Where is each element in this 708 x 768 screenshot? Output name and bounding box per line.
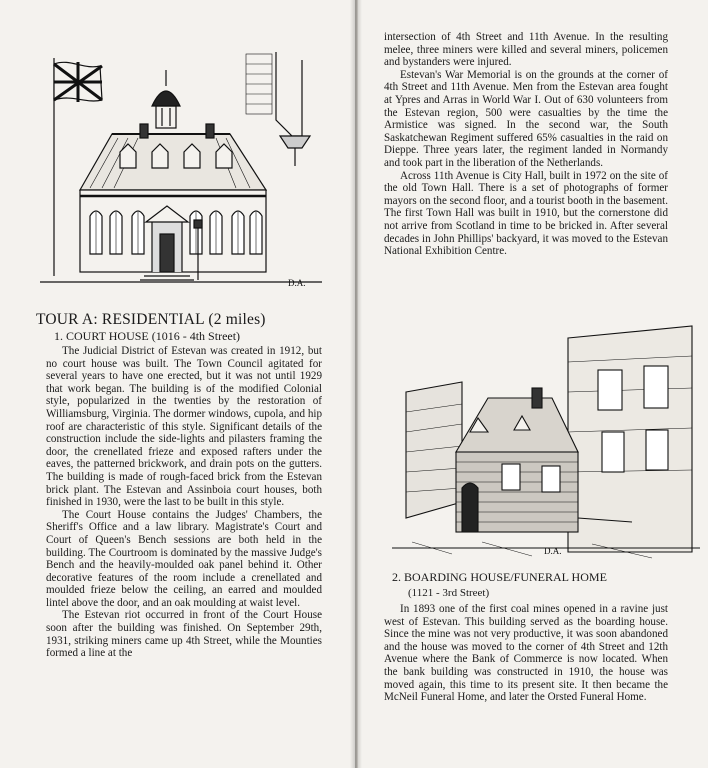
court-house-illustration: [40, 40, 322, 298]
war-memorial-paragraph: Estevan's War Memorial is on the grounds at the corner of 4th Street and 11th Avenue. Men from the Estevan area fought at Ypres and Arras in World War I. Out of 630 volunteers from the Estevan region, 500 were casualties by the time the Armistice was signed. In the second war, the South Saskatchewan Regiment suffered 65% casualties in the raid on Dieppe. Three years later, the regiment landed in Normandy and took part in the liberation of the Netherlands.: [384, 68, 668, 169]
riot-continued-paragraph: intersection of 4th Street and 11th Avenue. In the resulting melee, three miners were killed and several miners, policemen and bystanders were injured.: [384, 31, 668, 69]
city-hall-paragraph: Across 11th Avenue is City Hall, built in 1972 on the site of the old Town Hall. There is a set of photographs of former mayors on the second floor, and a tourist booth in the basement. The first Town Hall was built in 1910, but the cornerstone did not arrive from Scotland in time to be bricked in. After several decades in John Phillips' backyard, it was moved to the Estevan National Exhibition Centre.: [384, 169, 668, 258]
boarding-house-address: (1121 - 3rd Street): [408, 587, 490, 599]
boarding-house-text: [384, 603, 668, 704]
artist-initials-2: D.A.: [544, 546, 562, 556]
boarding-house-illustration: [392, 322, 700, 562]
court-house-heading: 1. COURT HOUSE (1016 - 4th Street): [54, 329, 241, 343]
court-house-text: [46, 345, 322, 660]
section-title: TOUR A: RESIDENTIAL (2 miles): [36, 311, 266, 328]
court-house-paragraph-1: The Judicial District of Estevan was created in 1912, but no court house was built. The Town Council agitated for several years to have one erected, but it was not until 1929 that work began. The building is of the modified Colonial style, popularized in the twenties by the restoration of Williamsburg, Virginia. The dormer windows, cupola, and hip roof are characteristic of this style. Significant details of the construction include the side-lights and pilasters framing the door, the crenellated frieze and exposed rafters under the eaves, the patterned brickwork, and drain pots on the gutters. The building is made of rough-faced brick from the Estevan brick plant. The Estevan and Assinboia court houses, both finished in 1930, were the last to be built in this style.: [46, 345, 322, 509]
court-house-paragraph-3: The Estevan riot occurred in front of the Court House soon after the building was finished. On September 29th, 1931, striking miners came up 4th Street, while the Mounties formed a line at the: [46, 609, 322, 660]
continued-text: [384, 31, 668, 258]
boarding-house-paragraph: In 1893 one of the first coal mines opened in a ravine just west of Estevan. This building served as the boarding house. Since the mine was not very productive, it was soon abandoned and the house was moved to the corner of 4th Street and 12th Avenue where the Bank of Commerce is now located. When the bank building was constructed in 1910, the house was moved again, this time to its present site. It then became the McNeil Funeral Home, and later the Orsted Funeral Home.: [384, 603, 668, 704]
court-house-paragraph-2: The Court House contains the Judges' Chambers, the Sheriff's Office and a law library. Magistrate's Court and Court of Queen's Bench sessions are both held in the building. The Courtroom is dominated by the massive Judge's Bench and the heavily-moulded oak panel behind it. Other decorative features of the room include a crenellated and moulded frieze below the ceiling, an earred and moulded lintel above the door, and an oak moulding at waist level.: [46, 508, 322, 609]
book-gutter: [350, 0, 362, 768]
artist-initials-1: D.A.: [288, 278, 306, 288]
boarding-house-heading: 2. BOARDING HOUSE/FUNERAL HOME: [392, 570, 607, 584]
